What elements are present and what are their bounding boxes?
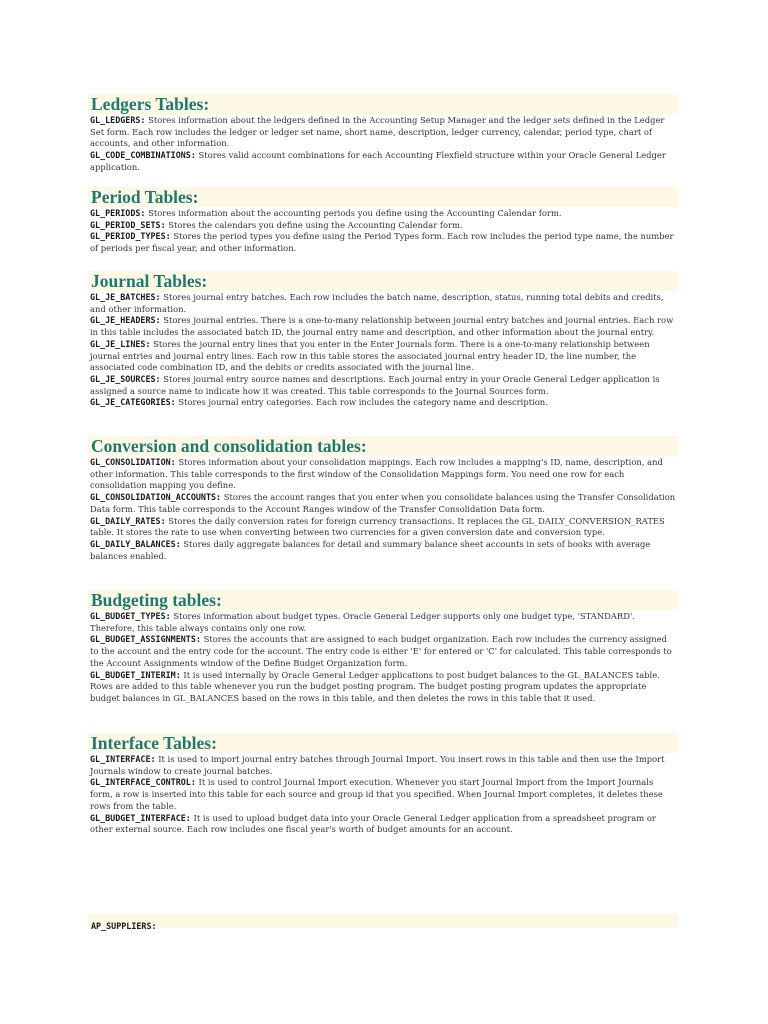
entry-gl-interface-control: GL_INTERFACE_CONTROL: It is used to control Journal Import execution. Whenever you start Journal Import from the Import Journals form, a row is inserted into this table for each source and group id that you specified. When Journal Import completes, it deletes these rows from the table. xyxy=(90,777,663,811)
entry-gl-je-categories: GL_JE_CATEGORIES: Stores journal entry categories. Each row includes the category name and description. xyxy=(90,397,548,408)
period-section xyxy=(88,187,678,255)
journal-heading: Journal Tables: xyxy=(88,271,678,291)
budgeting-section xyxy=(88,590,678,705)
entry-gl-periods: GL_PERIODS: Stores information about the accounting periods you define using the Accounting Calendar form. xyxy=(90,208,562,218)
entry-gl-je-headers: GL_JE_HEADERS: Stores journal entries. There is a one-to-many relationship between journal entry batches and journal entries. Each row in this table includes the associated batch ID, the journal entry name and description, and other information about the journal entry. xyxy=(90,315,674,338)
ledgers-heading: Ledgers Tables: xyxy=(88,94,678,114)
entry-gl-budget-interim: GL_BUDGET_INTERIM: It is used internally by Oracle General Ledger applications to post budget balances to the GL_BALANCES table. Rows are added to this table whenever you run the budget posting program. The budget posting program updates the appropriate budget balances in GL_BALANCES based on the rows in this table, and then deletes the rows in this table that it used. xyxy=(90,669,660,703)
entry-gl-period-types: GL_PERIOD_TYPES: Stores the period types you define using the Period Types form. Each row includes the period type name, the number of periods per fiscal year, and other information. xyxy=(90,231,674,254)
entry-gl-budget-interface: GL_BUDGET_INTERFACE: It is used to upload budget data into your Oracle General Ledger application from a spreadsheet program or other external source. Each row includes one fiscal year's worth of budget amounts for an account. xyxy=(90,812,656,835)
entry-gl-budget-types: GL_BUDGET_TYPES: Stores information about budget types. Oracle General Ledger supports only one budget type, 'STANDARD'. Therefore, this table always contains only one row. xyxy=(90,611,635,633)
entry-gl-consolidation-accounts: GL_CONSOLIDATION_ACCOUNTS: Stores the account ranges that you enter when you consolidate balances using the Transfer Consolidation Data form. This table corresponds to the Account Ranges window of the Transfer Consolidation Data form. xyxy=(90,492,676,514)
entry-gl-daily-rates: GL_DAILY_RATES: Stores the daily conversion rates for foreign currency transactions. It replaces the GL_DAILY_CONVERSION_RATES table. It stores the rate to use when converting between two currencies for a given conversion date and conversion type. xyxy=(90,515,665,538)
ledgers-section xyxy=(88,94,678,174)
entry-gl-interface: GL_INTERFACE: It is used to import journal entry batches through Journal Import. You insert rows in this table and then use the Import Journals window to create journal batches. xyxy=(90,754,665,776)
entry-gl-je-sources: GL_JE_SOURCES: Stores journal entry source names and descriptions. Each journal entry in your Oracle General Ledger application is assigned a source name to indicate how it was created. This table corresponds to the Journal Sources form. xyxy=(90,373,660,396)
entry-gl-budget-assignments: GL_BUDGET_ASSIGNMENTS: Stores the accounts that are assigned to each budget organization. Each row includes the currency assigned to the account and the entry code for the account. The entry code is either 'E' for entered or 'C' for calculated. This table corresponds to the Account Assignments window of the Define Budget Organization form. xyxy=(90,634,672,668)
entry-gl-ledgers: GL_LEDGERS: Stores information about the ledgers defined in the Accounting Setup Manager and the ledger sets defined in the Ledger Set form. Each row includes the ledger or ledger set name, short name, description, ledger currency, calendar, period type, chart of accounts, and other information. xyxy=(90,115,665,149)
interface-heading: Interface Tables: xyxy=(88,733,678,753)
budgeting-heading: Budgeting tables: xyxy=(88,590,678,610)
entry-gl-daily-balances: GL_DAILY_BALANCES: Stores daily aggregate balances for detail and summary balance sheet accounts in sets of books with average balances enabled. xyxy=(90,538,651,561)
entry-gl-je-lines: GL_JE_LINES: Stores the journal entry lines that you enter in the Enter Journals form. There is a one-to-many relationship between journal entries and journal entry lines. Each row in this table stores the associated journal entry header ID, the line number, the associated code combination ID, and the debits or credits associated with the journal line. xyxy=(90,338,650,373)
entry-gl-period-sets: GL_PERIOD_SETS: Stores the calendars you define using the Accounting Calendar form. xyxy=(90,219,463,230)
entry-gl-consolidation: GL_CONSOLIDATION: Stores information about your consolidation mappings. Each row includes a mapping's ID, name, description, and other information. This table corresponds to the first window of the Consolidation Mappings form. You need one row for each consolidation mapping you define. xyxy=(90,457,663,491)
period-heading: Period Tables: xyxy=(88,187,678,207)
journal-section xyxy=(88,271,678,409)
conversion-section xyxy=(88,436,678,562)
conversion-heading: Conversion and consolidation tables: xyxy=(88,436,678,456)
ap-suppliers-heading xyxy=(88,914,678,931)
interface-section xyxy=(88,733,678,836)
entry-gl-je-batches: GL_JE_BATCHES: Stores journal entry batches. Each row includes the batch name, description, status, running total debits and credits, and other information. xyxy=(90,292,664,314)
ap-suppliers-label: AP_SUPPLIERS: xyxy=(91,921,157,931)
entry-gl-code-combinations: GL_CODE_COMBINATIONS: Stores valid account combinations for each Accounting Flexfield structure within your Oracle General Ledger application. xyxy=(90,150,666,172)
